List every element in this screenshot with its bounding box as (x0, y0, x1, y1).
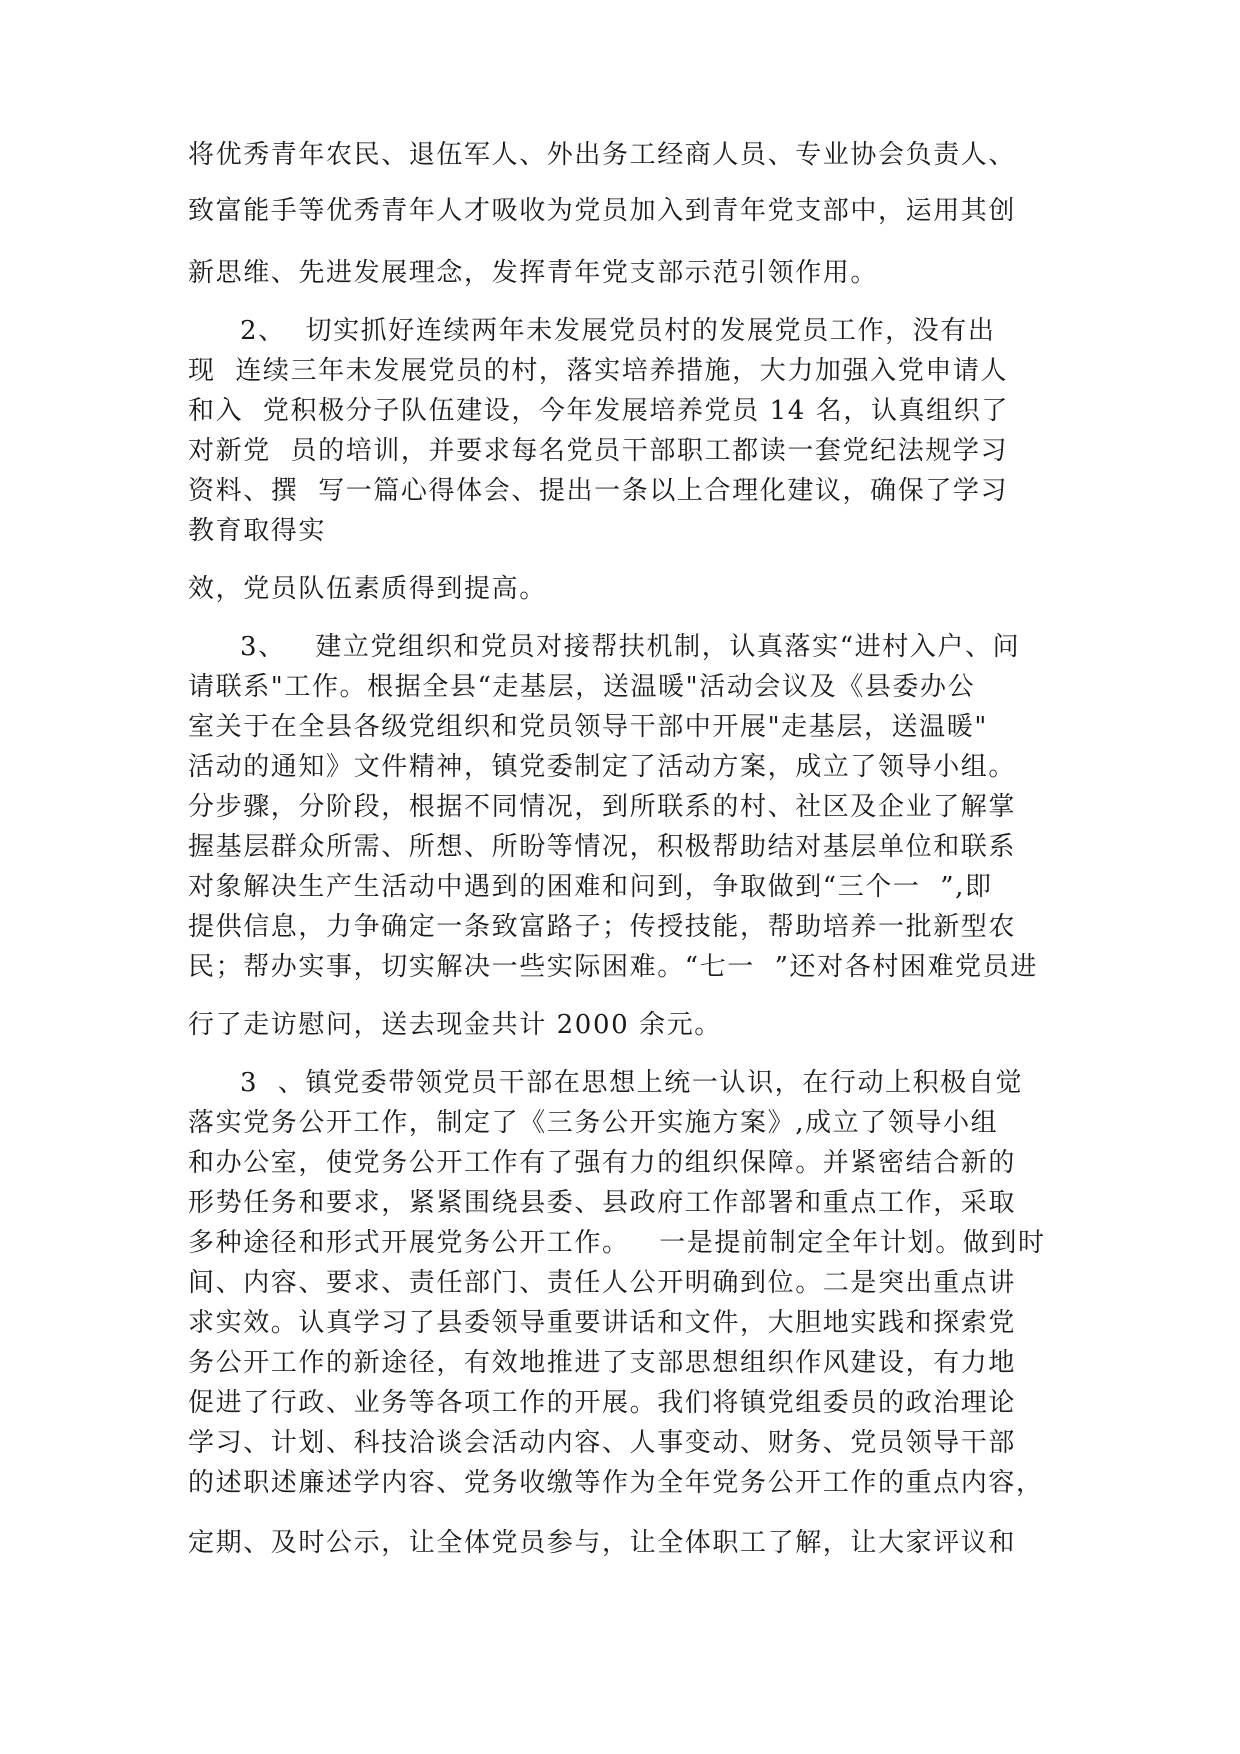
text-line: 效，党员队伍素质得到提高。 (188, 574, 547, 604)
text-line: 新思维、先进发展理念，发挥青年党支部示范引领作用。 (188, 258, 879, 288)
text-line: 握基层群众所需、所想、所盼等情况，积极帮助结对基层单位和联系 (188, 832, 1017, 862)
text-line: 和入 党积极分子队伍建设，今年发展培养党员 14 名，认真组织了 (188, 396, 1009, 426)
text-line: 提供信息，力争确定一条致富路子；传授技能，帮助培养一批新型农 (188, 912, 1017, 942)
text-line: 资料、撰 写一篇心得体会、提出一条以上合理化建议，确保了学习 (188, 476, 1009, 506)
text-line: 促进了行政、业务等各项工作的开展。我们将镇党组委员的政治理论 (188, 1388, 1017, 1418)
text-line: 现 连续三年未发展党员的村，落实培养措施，大力加强入党申请人 (188, 356, 1009, 386)
text-line: 3、 建立党组织和党员对接帮扶机制，认真落实“进村入户、问 (240, 632, 1021, 662)
text-line: 教育取得实 (188, 516, 327, 546)
text-line: 落实党务公开工作，制定了《三务公开实施方案》,成立了领导小组 (188, 1108, 999, 1138)
text-line: 将优秀青年农民、退伍军人、外出务工经商人员、专业协会负责人、 (188, 140, 1017, 170)
text-line: 行了走访慰问，送去现金共计 2000 余元。 (188, 1010, 722, 1040)
text-line: 分步骤，分阶段，根据不同情况，到所联系的村、社区及企业了解掌 (188, 792, 1017, 822)
text-line: 和办公室，使党务公开工作有了强有力的组织保障。并紧密结合新的 (188, 1148, 1017, 1178)
text-line: 求实效。认真学习了县委领导重要讲话和文件，大胆地实践和探索党 (188, 1308, 1017, 1338)
text-line: 活动的通知》文件精神，镇党委制定了活动方案，成立了领导小组。 (188, 752, 1017, 782)
text-line: 学习、计划、科技洽谈会活动内容、人事变动、财务、党员领导干部 (188, 1428, 1017, 1458)
text-line: 务公开工作的新途径，有效地推进了支部思想组织作风建设，有力地 (188, 1348, 1017, 1378)
text-line: 致富能手等优秀青年人才吸收为党员加入到青年党支部中，运用其创 (188, 196, 1017, 226)
text-line: 3 、镇党委带领党员干部在思想上统一认识，在行动上积极自觉 (240, 1068, 1024, 1098)
text-line: 对象解决生产生活动中遇到的困难和问到，争取做到“三个一 ”,即 (188, 872, 993, 902)
text-line: 民；帮办实事，切实解决一些实际困难。“七一 ”还对各村困难党员进 (188, 952, 1038, 982)
text-line: 的述职述廉述学内容、党务收缴等作为全年党务公开工作的重点内容， (188, 1468, 1044, 1498)
text-line: 对新党 员的培训，并要求每名党员干部职工都读一套党纪法规学习 (188, 436, 1009, 466)
text-line: 室关于在全县各级党组织和党员领导干部中开展"走基层，送温暖" (188, 712, 988, 742)
text-line: 间、内容、要求、责任部门、责任人公开明确到位。二是突出重点讲 (188, 1268, 1017, 1298)
text-line: 2、 切实抓好连续两年未发展党员村的发展党员工作，没有出 (240, 316, 996, 346)
text-line: 形势任务和要求，紧紧围绕县委、县政府工作部署和重点工作，采取 (188, 1188, 1017, 1218)
text-line: 多种途径和形式开展党务公开工作。 一是提前制定全年计划。做到时 (188, 1228, 1046, 1258)
text-line: 定期、及时公示，让全体党员参与，让全体职工了解，让大家评议和 (188, 1528, 1017, 1558)
text-line: 请联系"工作。根据全县“走基层，送温暖"活动会议及《县委办公 (188, 672, 976, 702)
